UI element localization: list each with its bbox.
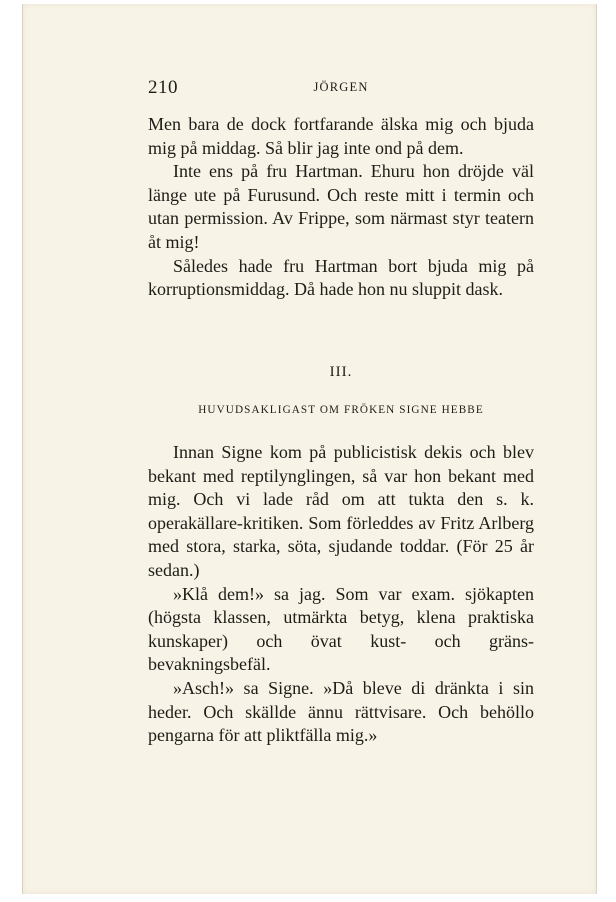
paragraph: Inte ens på fru Hartman. Ehuru hon dröjde väl länge ute på Furusund. Och reste mitt i termin och utan permission. Av Frippe, som närmast styr teatern åt mig! xyxy=(148,161,534,252)
text-block-bottom xyxy=(148,441,534,748)
running-head xyxy=(148,77,534,101)
paragraph: Således hade fru Hartman bort bjuda mig på korruptionsmiddag. Då hade hon nu sluppit dask. xyxy=(148,255,534,300)
page-number: 210 xyxy=(148,77,178,98)
paragraph: »Klå dem!» sa jag. Som var exam. sjökapten (högsta klassen, utmärkta betyg, klena praktiska kunskaper) och övat kust- och gräns-bevakningsbefäl. xyxy=(148,583,534,675)
text-block-top xyxy=(148,113,534,302)
paragraph: Innan Signe kom på publicistisk dekis och blev bekant med reptilynglingen, så var hon bekant med mig. Och vi lade råd om att tukta den s. k. operakällare-kritiken. Som förleddes av Fritz Arlberg med stora, starka, söta, sjudande toddar. (För 25 år sedan.) xyxy=(148,442,534,580)
paragraph: Men bara de dock fortfarande älska mig och bjuda mig på middag. Så blir jag inte ond på dem. xyxy=(148,114,534,158)
section-title: HUVUDSAKLIGAST OM FRÖKEN SIGNE HEBBE xyxy=(198,404,484,416)
paragraph: »Asch!» sa Signe. »Då bleve di dränkta i sin heder. Och skällde ännu rättvisare. Och behöllo pengarna för att pliktfälla mig.» xyxy=(148,677,534,746)
section-number: III. xyxy=(329,364,353,380)
running-title: JÖRGEN xyxy=(313,80,369,94)
